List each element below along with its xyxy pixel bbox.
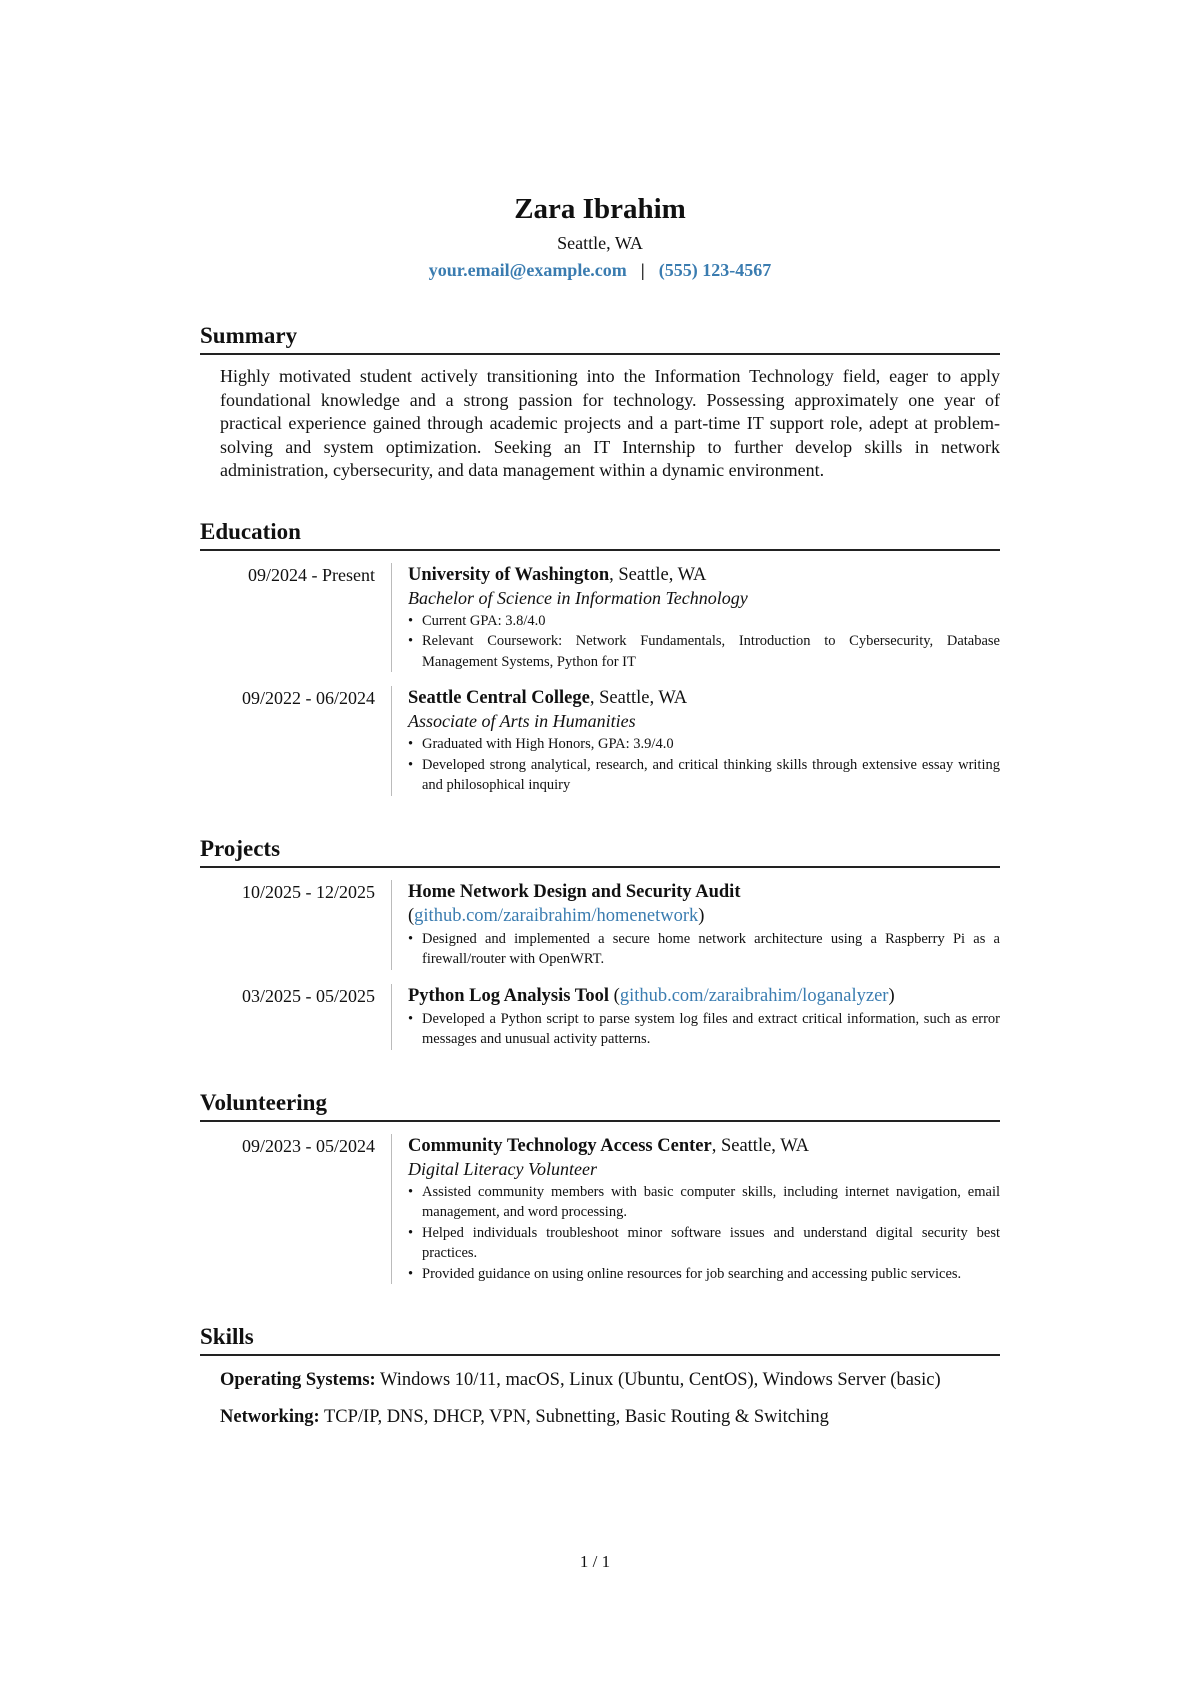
role: Digital Literacy Volunteer: [408, 1158, 597, 1179]
section-title-projects: Projects: [200, 834, 1000, 868]
entry-date: 10/2025 - 12/2025: [242, 881, 375, 902]
bullet-item: • Graduated with High Honors, GPA: 3.9/4.0: [408, 734, 1000, 755]
education-section: [200, 517, 1000, 796]
section-title-skills: Skills: [200, 1322, 1000, 1356]
entry-date: 09/2023 - 05/2024: [242, 1135, 375, 1156]
email-link[interactable]: your.email@example.com: [428, 260, 627, 280]
volunteering-section: [200, 1088, 1000, 1285]
contact-line: [200, 257, 1000, 283]
project-entry: [200, 984, 1000, 1050]
paren-close: ): [698, 905, 705, 926]
institution-location: , Seattle, WA: [589, 688, 688, 708]
section-title-education: Education: [200, 517, 1000, 551]
project-repo-link[interactable]: github.com/zaraibrahim/homenetwork: [414, 905, 699, 926]
bullet-item: • Current GPA: 3.8/4.0: [408, 611, 1000, 632]
institution-location: , Seattle, WA: [609, 564, 707, 585]
institution-name: Seattle Central College: [408, 688, 590, 708]
bullet-item: • Developed strong analytical, research, and critical thinking skills through extensive essay writing and philosophical inquiry: [408, 755, 1000, 796]
paren-open: (: [609, 985, 620, 1006]
degree: Associate of Arts in Humanities: [408, 711, 636, 731]
entry-title: [408, 686, 1000, 710]
skill-row: [220, 1405, 1000, 1429]
project-entry: [200, 880, 1000, 970]
bullet-item: • Provided guidance on using online resources for job searching and accessing public services.: [408, 1264, 1000, 1285]
organization-location: , Seattle, WA: [711, 1135, 809, 1156]
bullet-item: • Developed a Python script to parse system log files and extract critical information, such as error messages and unusual activity patterns.: [408, 1009, 1000, 1050]
project-repo-link[interactable]: github.com/zaraibrahim/loganalyzer: [619, 985, 889, 1006]
skill-label: Networking:: [220, 1407, 320, 1427]
education-entry: [200, 686, 1000, 796]
entry-body: [391, 1134, 1000, 1285]
entry-title: [408, 563, 1000, 587]
project-name: Home Network Design and Security Audit: [408, 881, 741, 902]
entry-body: [391, 880, 1000, 970]
paren-open: (: [408, 905, 415, 926]
organization-name: Community Technology Access Center: [408, 1135, 712, 1156]
bullet-list: [408, 1182, 1000, 1285]
summary-text: Highly motivated student actively transitioning into the Information Technology field, eager to apply foundational knowledge and a strong passion for technology. Possessing approximately one year of practical experience gained through academic projects and a part-time IT support role, adept at problem-solving and system optimization. Seeking an IT Internship to further develop skills in network administration, cybersecurity, and data management within a dynamic environment.: [220, 366, 1000, 480]
skill-value: Windows 10/11, macOS, Linux (Ubuntu, CentOS), Windows Server (basic): [375, 1370, 941, 1390]
candidate-name: Zara Ibrahim: [514, 193, 686, 225]
entry-body: [391, 984, 1000, 1050]
bullet-list: [408, 929, 1000, 970]
candidate-location: Seattle, WA: [557, 233, 643, 253]
skills-section: [200, 1322, 1000, 1429]
education-entry: [200, 563, 1000, 673]
skill-label: Operating Systems:: [220, 1370, 376, 1390]
entry-title: [408, 880, 1000, 928]
institution-name: University of Washington: [408, 564, 610, 585]
entry-date: 03/2025 - 05/2025: [242, 985, 375, 1006]
volunteering-entry: [200, 1134, 1000, 1285]
bullet-item: • Designed and implemented a secure home network architecture using a Raspberry Pi as a firewall/router with OpenWRT.: [408, 929, 1000, 970]
degree: Bachelor of Science in Information Technology: [408, 587, 748, 608]
entry-body: [391, 686, 1000, 796]
bullet-item: • Relevant Coursework: Network Fundamentals, Introduction to Cybersecurity, Database Management Systems, Python for IT: [408, 631, 1000, 672]
bullet-item: • Assisted community members with basic computer skills, including internet navigation, email management, and word processing.: [408, 1182, 1000, 1223]
projects-section: [200, 834, 1000, 1050]
resume-header: [200, 190, 1000, 283]
phone-link[interactable]: (555) 123-4567: [658, 260, 772, 280]
project-name: Python Log Analysis Tool: [408, 985, 610, 1006]
summary-section: [200, 321, 1000, 483]
bullet-item: • Helped individuals troubleshoot minor software issues and understand digital security best practices.: [408, 1223, 1000, 1264]
bullet-list: [408, 734, 1000, 796]
skill-value: TCP/IP, DNS, DHCP, VPN, Subnetting, Basic Routing & Switching: [319, 1407, 829, 1427]
page-number: 1 / 1: [579, 1552, 611, 1571]
paren-close: ): [888, 985, 895, 1006]
bullet-list: [408, 611, 1000, 673]
entry-title: [408, 1134, 1000, 1158]
resume-page: [200, 190, 1000, 1429]
entry-title: [408, 984, 1000, 1008]
entry-body: [391, 563, 1000, 673]
entry-date: 09/2022 - 06/2024: [242, 688, 375, 708]
entry-date: 09/2024 - Present: [248, 564, 375, 585]
contact-separator: |: [640, 260, 645, 280]
section-title-summary: Summary: [200, 321, 1000, 355]
section-title-volunteering: Volunteering: [200, 1088, 1000, 1122]
skill-row: [220, 1368, 1000, 1392]
bullet-list: [408, 1009, 1000, 1050]
